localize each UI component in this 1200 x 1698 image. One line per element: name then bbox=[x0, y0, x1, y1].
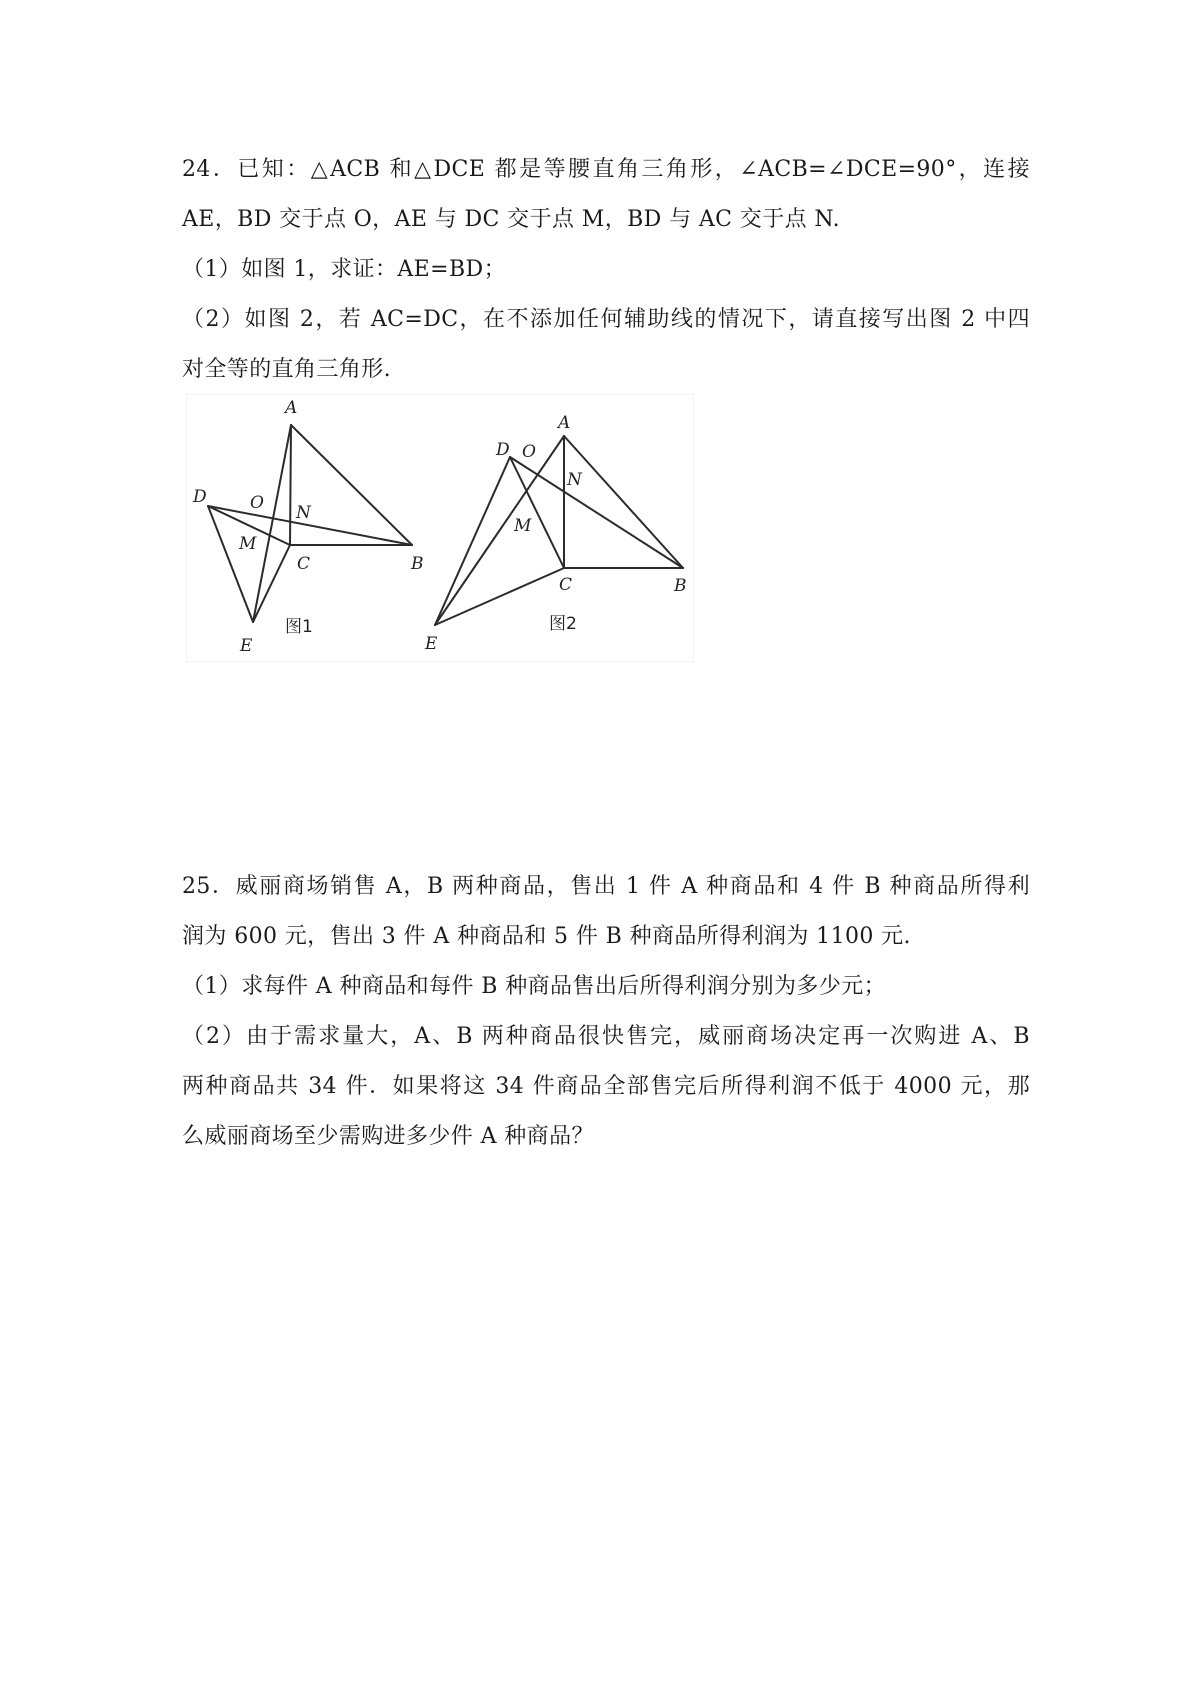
fig1-label-D: D bbox=[193, 487, 207, 507]
question-25 bbox=[182, 862, 1030, 1162]
fig2-segment-DE bbox=[435, 457, 510, 625]
fig1-label-A: A bbox=[285, 398, 298, 418]
fig2-label-E: E bbox=[425, 634, 438, 654]
figure-1 bbox=[192, 398, 424, 656]
fig1-label-N: N bbox=[296, 503, 311, 523]
fig1-label-C: C bbox=[297, 554, 311, 574]
q24-part-2-line-2: 对全等的直角三角形. bbox=[182, 357, 391, 382]
fig1-label-O: O bbox=[250, 493, 264, 513]
figure-2 bbox=[424, 413, 687, 654]
fig2-label-C: C bbox=[559, 575, 573, 595]
geometry-figures-svg bbox=[187, 395, 693, 661]
fig2-label-B: B bbox=[674, 576, 687, 596]
q25-part-2-line-1: （2）由于需求量大，A、B 两种商品很快售完，威丽商场决定再一次购进 A、B bbox=[182, 1024, 1030, 1049]
q24-part-2-line-1: （2）如图 2，若 AC=DC，在不添加任何辅助线的情况下，请直接写出图 2 中四 bbox=[182, 307, 1030, 332]
fig1-segment-AE bbox=[253, 425, 291, 622]
q25-part-2-line-2: 两种商品共 34 件．如果将这 34 件商品全部售完后所得利润不低于 4000 元，那 bbox=[182, 1074, 1030, 1099]
q24-part-1: （1）如图 1，求证：AE=BD； bbox=[182, 257, 506, 282]
q24-line-1: 24．已知：△ACB 和△DCE 都是等腰直角三角形，∠ACB=∠DCE=90°，连接 bbox=[182, 157, 1030, 182]
fig1-segment-AB bbox=[291, 425, 412, 545]
fig2-label-D: D bbox=[496, 440, 510, 460]
q24-line-2: AE，BD 交于点 O，AE 与 DC 交于点 M，BD 与 AC 交于点 N. bbox=[182, 207, 841, 232]
q25-line-2: 润为 600 元，售出 3 件 A 种商品和 5 件 B 种商品所得利润为 1100 元. bbox=[182, 924, 911, 949]
q25-part-1: （1）求每件 A 种商品和每件 B 种商品售出后所得利润分别为多少元； bbox=[182, 974, 887, 999]
fig1-label-E: E bbox=[240, 636, 253, 656]
fig2-caption: 图2 bbox=[549, 614, 577, 634]
fig2-label-A: A bbox=[558, 413, 571, 433]
fig1-label-M: M bbox=[239, 534, 257, 554]
q25-line-1: 25．威丽商场销售 A，B 两种商品，售出 1 件 A 种商品和 4 件 B 种商品所得利 bbox=[182, 874, 1030, 899]
fig2-label-N: N bbox=[567, 470, 582, 490]
geometry-figures bbox=[187, 395, 693, 661]
fig1-segment-AC bbox=[290, 425, 291, 545]
q25-part-2-line-3: 么威丽商场至少需购进多少件 A 种商品？ bbox=[182, 1124, 594, 1149]
fig1-label-B: B bbox=[411, 554, 424, 574]
fig2-label-O: O bbox=[522, 442, 536, 462]
question-24 bbox=[182, 145, 1030, 395]
fig1-segment-CE bbox=[253, 545, 290, 622]
fig2-label-M: M bbox=[514, 516, 532, 536]
fig1-caption: 图1 bbox=[285, 617, 313, 637]
